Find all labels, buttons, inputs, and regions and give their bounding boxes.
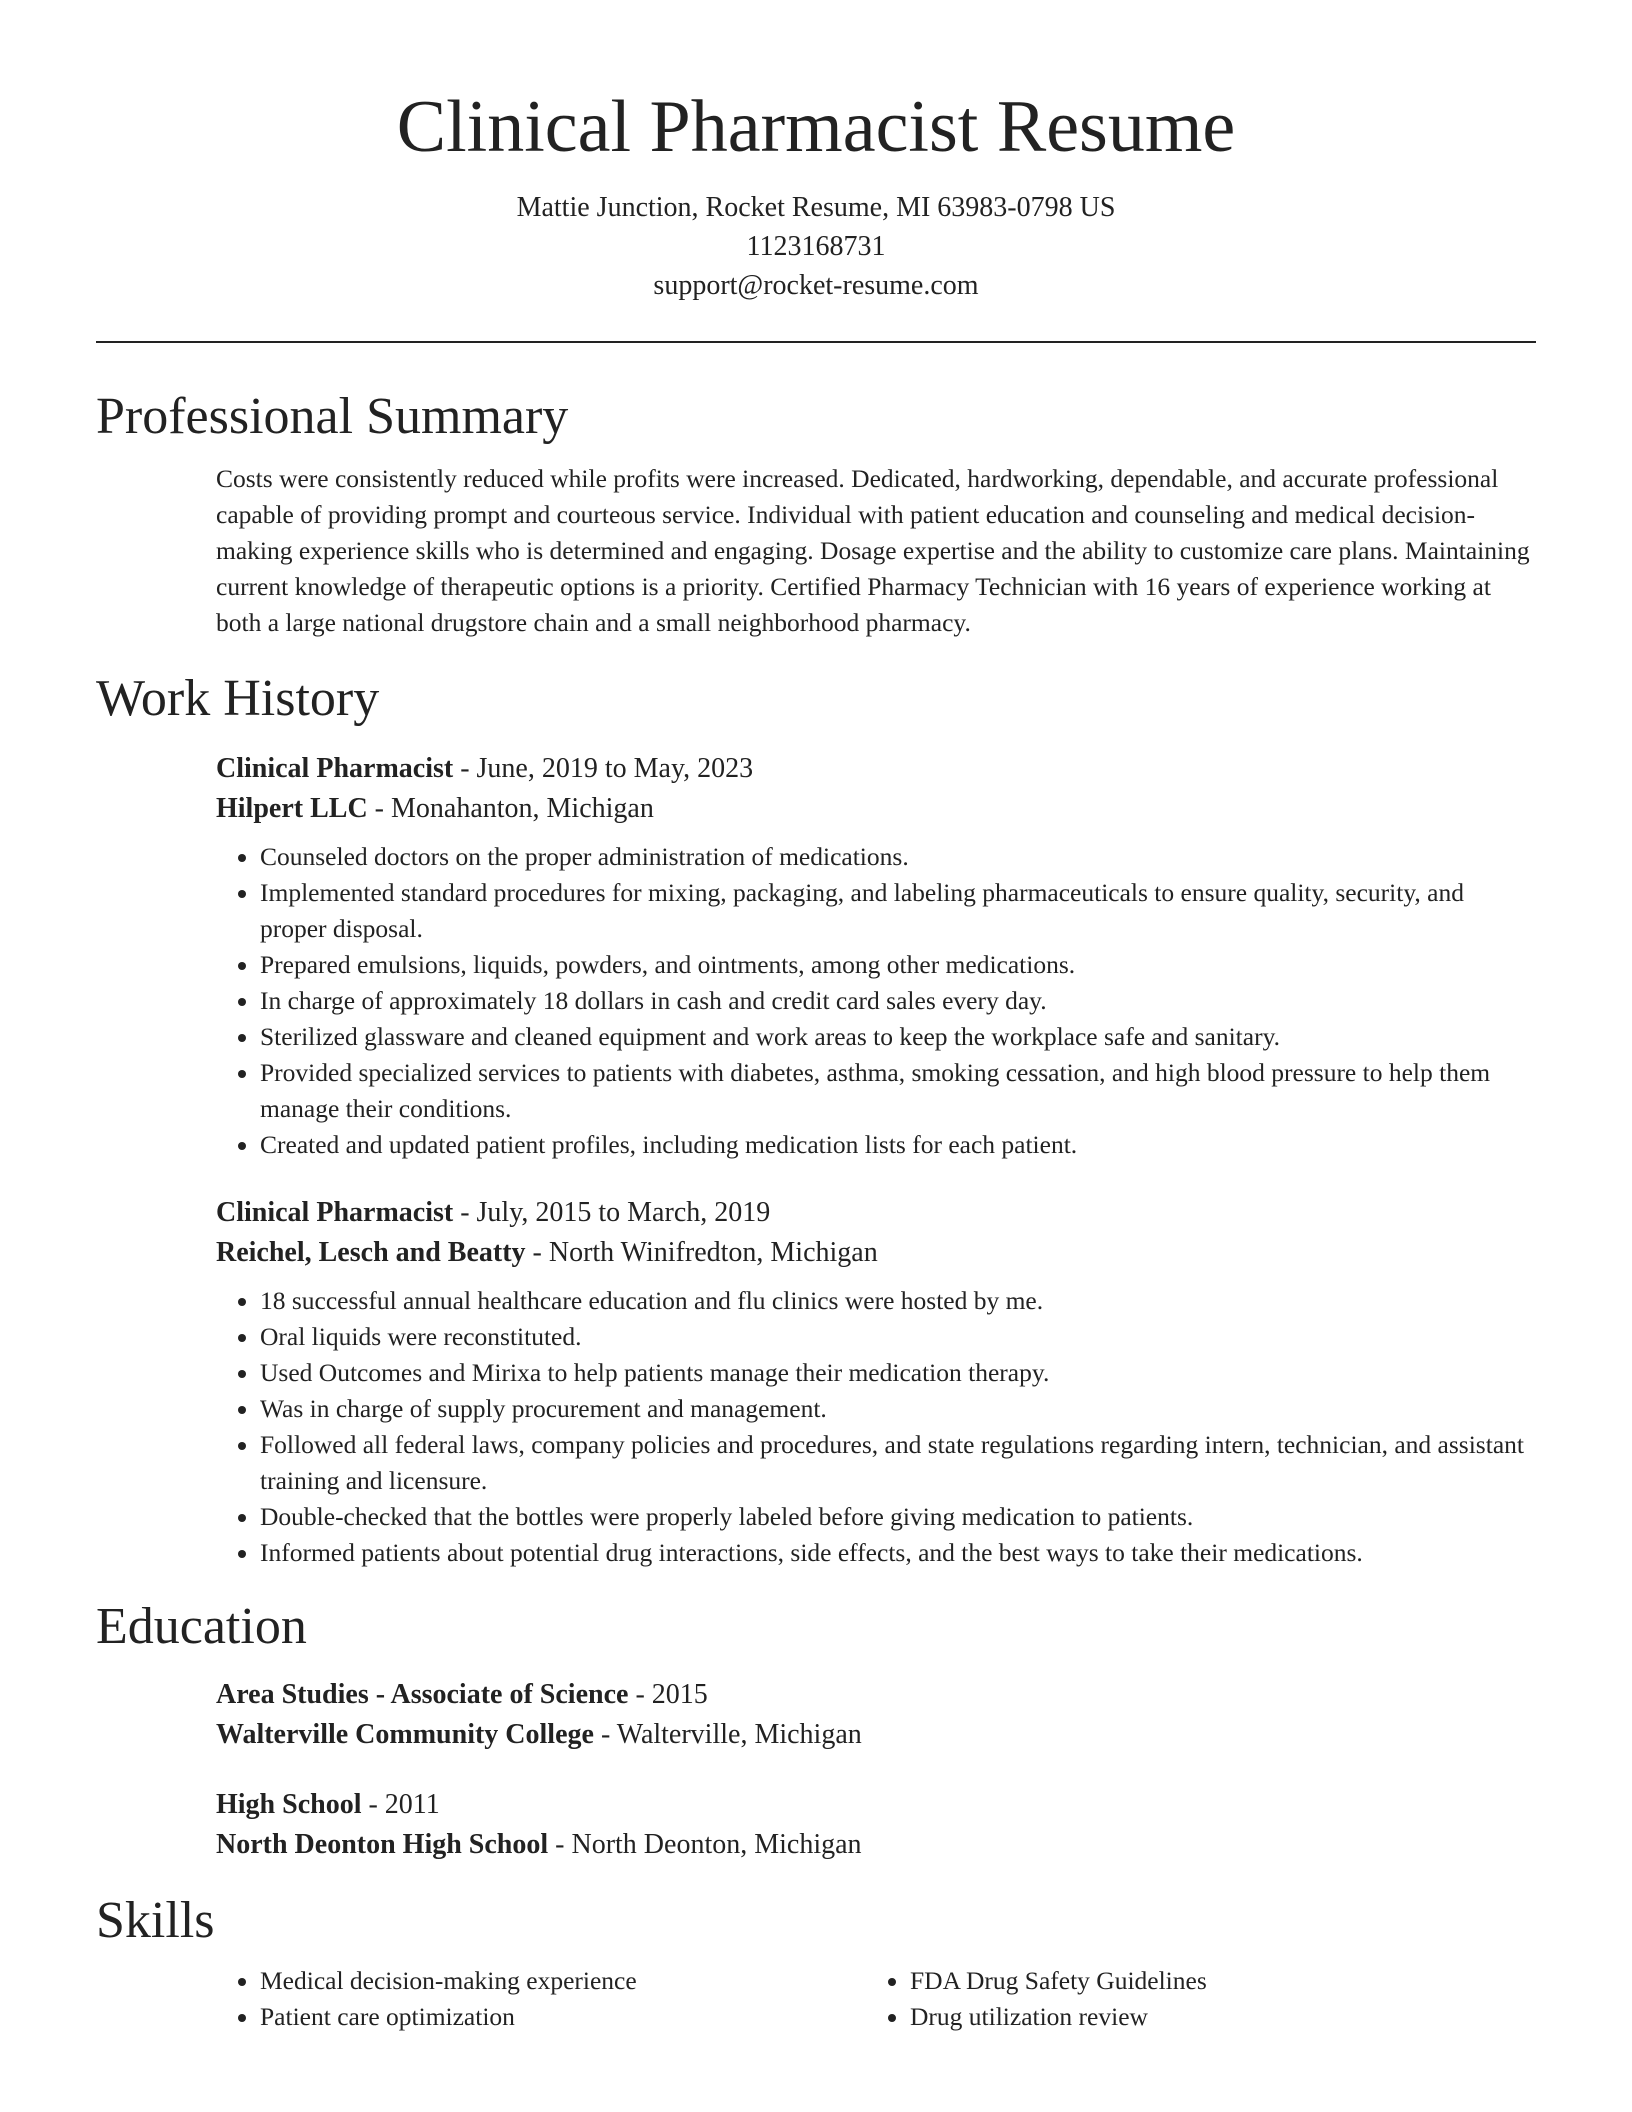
skills-list-right [866,1963,1516,2035]
section-heading-work: Work History [96,670,380,727]
job-title-line [216,749,1536,789]
list-item: • Followed all federal laws, company policies and procedures, and state regulations regarding intern, technician, and assistant training and licensure. [260,1427,1536,1499]
job-entry [216,1193,1536,1571]
education-section [96,1597,1536,1865]
education-degree: High School [216,1789,362,1820]
list-item: • Was in charge of supply procurement and management. [260,1391,1536,1427]
list-item: • Prepared emulsions, liquids, powders, and ointments, among other medications. [260,947,1536,983]
skills-column-right [866,1963,1516,2035]
education-entry [216,1785,1536,1865]
education-school: North Deonton High School [216,1829,549,1860]
list-item: • 18 successful annual healthcare education and flu clinics were hosted by me. [260,1283,1536,1319]
job-bullets [216,1283,1536,1571]
job-company-line [216,789,1536,829]
section-heading-skills: Skills [96,1892,215,1949]
list-item: • Oral liquids were reconstituted. [260,1319,1536,1355]
list-item: • Patient care optimization [260,1999,866,2035]
job-dates: - July, 2015 to March, 2019 [453,1197,771,1228]
skills-section [96,1891,1536,2035]
job-title: Clinical Pharmacist [216,753,454,784]
education-year: - 2015 [628,1679,708,1710]
education-school-line [216,1715,1536,1755]
job-entry [216,749,1536,1163]
contact-block [96,188,1536,305]
page-title: Clinical Pharmacist Resume [396,86,1236,168]
skills-grid [216,1963,1536,2035]
education-school-line [216,1825,1536,1865]
job-dates: - June, 2019 to May, 2023 [453,753,754,784]
education-degree-line [216,1675,1536,1715]
skills-column-left [216,1963,866,2035]
list-item: • FDA Drug Safety Guidelines [910,1963,1516,1999]
list-item: • Counseled doctors on the proper administration of medications. [260,839,1536,875]
education-degree-line [216,1785,1536,1825]
skills-list-left [216,1963,866,2035]
header-divider [96,341,1536,343]
contact-address: Mattie Junction, Rocket Resume, MI 63983-0798 US [516,192,1116,223]
list-item: • Medical decision-making experience [260,1963,866,1999]
list-item: • Drug utilization review [910,1999,1516,2035]
job-bullets [216,839,1536,1163]
section-heading-education: Education [96,1598,307,1655]
list-item: • Double-checked that the bottles were properly labeled before giving medication to patients. [260,1499,1536,1535]
education-location: - Walterville, Michigan [593,1719,862,1750]
contact-phone: 1123168731 [746,231,886,262]
section-heading-summary: Professional Summary [96,388,569,445]
job-location: - Monahanton, Michigan [367,793,654,824]
education-entry [216,1675,1536,1755]
resume-page [96,0,1536,2035]
job-company: Reichel, Lesch and Beatty [216,1237,526,1268]
list-item: • Used Outcomes and Mirixa to help patients manage their medication therapy. [260,1355,1536,1391]
job-location: - North Winifredton, Michigan [525,1237,878,1268]
list-item: • Informed patients about potential drug interactions, side effects, and the best ways to take their medications. [260,1535,1536,1571]
contact-email[interactable]: support@rocket-resume.com [653,270,979,301]
job-title-line [216,1193,1536,1233]
list-item: • In charge of approximately 18 dollars in cash and credit card sales every day. [260,983,1536,1019]
professional-summary-section [96,387,1536,641]
job-title: Clinical Pharmacist [216,1197,454,1228]
list-item: • Created and updated patient profiles, including medication lists for each patient. [260,1127,1536,1163]
job-company-line [216,1233,1536,1273]
list-item: • Provided specialized services to patients with diabetes, asthma, smoking cessation, and high blood pressure to help them manage their conditions. [260,1055,1536,1127]
work-history-section [96,669,1536,1571]
education-year: - 2011 [361,1789,440,1820]
list-item: • Sterilized glassware and cleaned equipment and work areas to keep the workplace safe and sanitary. [260,1019,1536,1055]
job-company: Hilpert LLC [216,793,368,824]
education-degree: Area Studies - Associate of Science [216,1679,629,1710]
education-school: Walterville Community College [216,1719,594,1750]
summary-text: Costs were consistently reduced while profits were increased. Dedicated, hardworking, dependable, and accurate professional capable of providing prompt and courteous service. Individual with patient education and counseling and medical decision-making experience skills who is determined and engaging. Dosage expertise and the ability to customize care plans. Maintaining current knowledge of therapeutic options is a priority. Certified Pharmacy Technician with 16 years of experience working at both a large national drugstore chain and a small neighborhood pharmacy. [216,464,1530,637]
education-location: - North Deonton, Michigan [548,1829,862,1860]
list-item: • Implemented standard procedures for mixing, packaging, and labeling pharmaceuticals to ensure quality, security, and proper disposal. [260,875,1536,947]
